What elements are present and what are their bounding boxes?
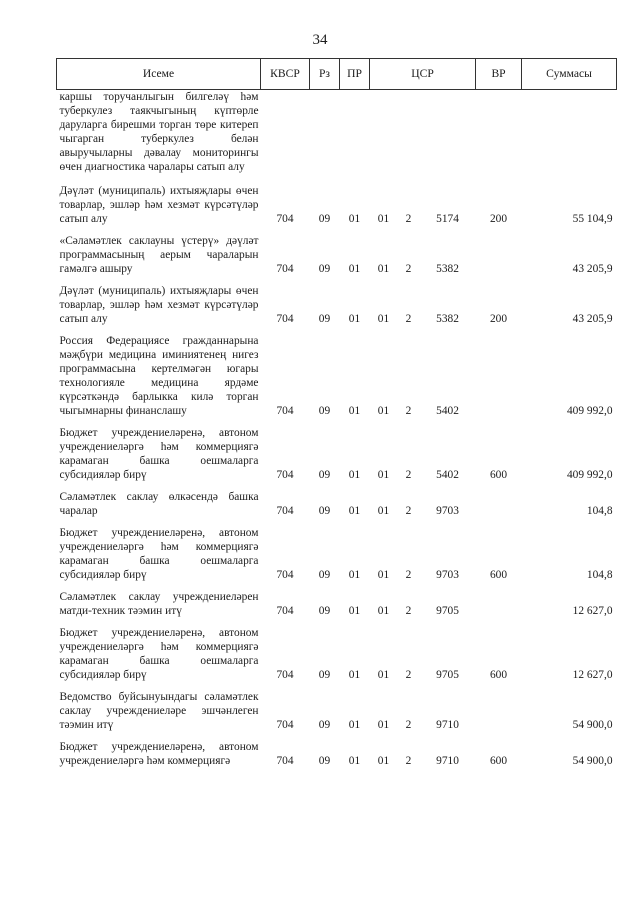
- row-sum: 55 104,9: [572, 213, 613, 225]
- row-sum: [522, 90, 617, 185]
- row-csr2: 2: [405, 505, 412, 517]
- row-csr2: 2: [405, 213, 412, 225]
- row-sum: 409 992,0: [566, 469, 613, 481]
- row-vr: 600: [489, 669, 508, 681]
- row-rz: 09: [318, 405, 331, 417]
- row-csr3: 5402: [436, 469, 459, 481]
- row-csr1: 01: [377, 505, 390, 517]
- row-pr: 01: [348, 505, 361, 517]
- row-vr: 200: [489, 213, 508, 225]
- row-csr3: 9703: [436, 505, 459, 517]
- row-csr1: 01: [377, 669, 390, 681]
- header-sum: Суммасы: [522, 59, 617, 90]
- row-name: Бюджет учреждениеләренә, автоном учреждениеләргә һәм коммерциягә карамаган башка оешмаларга субсидияләр бирү: [59, 527, 259, 581]
- row-name: Дәүләт (муниципаль) ихтыяҗлары өчен товарлар, эшләр һәм хезмәт күрсәтүләр сатып алу: [59, 285, 259, 325]
- row-pr: 01: [348, 669, 361, 681]
- row-csr2: 2: [405, 405, 412, 417]
- row-vr: [476, 690, 522, 740]
- row-csr1: [370, 90, 398, 185]
- row-vr: 600: [489, 469, 508, 481]
- row-csr2: 2: [405, 263, 412, 275]
- table-body: [57, 90, 617, 777]
- row-name: Бюджет учреждениеләренә, автоном учреждениеләргә һәм коммерциягә карамаган башка оешмаларга субсидияләр бирү: [59, 427, 259, 481]
- table-row: [57, 490, 617, 526]
- row-sum: 409 992,0: [566, 405, 613, 417]
- row-rz: 09: [318, 469, 331, 481]
- row-rz: 09: [318, 213, 331, 225]
- header-pr: ПР: [340, 59, 370, 90]
- row-csr2: 2: [405, 755, 412, 767]
- row-name: «Сәламәтлек саклауны үстерү» дәүләт программасының аерым чараларын гамәлгә ашыру: [59, 235, 259, 275]
- row-name-cell: [57, 626, 261, 690]
- row-csr1: 01: [377, 263, 390, 275]
- row-csr3: 9710: [436, 755, 459, 767]
- row-name: каршы торучанлыгын билгеләү һәм туберкулез таякчыгының күптөрле даруларга бирешми торган төре китереп чыгарган туберкулез белән авыручыларны дәвалау мониторингы өчен диагностика чаралары сатып алу: [59, 91, 259, 173]
- row-csr1: 01: [377, 605, 390, 617]
- row-csr3: 9710: [436, 719, 459, 731]
- row-csr2: 2: [405, 569, 412, 581]
- row-csr1: 01: [377, 755, 390, 767]
- row-rz: 09: [318, 505, 331, 517]
- table-row: [57, 626, 617, 690]
- row-name: Ведомство буйсынуындагы сәламәтлек саклау учреждениеләре эшчәнлеген тәэмин итү: [59, 691, 259, 731]
- row-sum: 104,8: [586, 505, 613, 517]
- row-csr2: 2: [405, 669, 412, 681]
- row-csr1: 01: [377, 213, 390, 225]
- row-sum: 54 900,0: [572, 719, 613, 731]
- row-name-cell: [57, 740, 261, 776]
- row-sum: 43 205,9: [572, 313, 613, 325]
- row-csr3: 5174: [436, 213, 459, 225]
- row-name-cell: [57, 90, 261, 185]
- row-rz: 09: [318, 263, 331, 275]
- header-rz: Рз: [310, 59, 340, 90]
- row-kvsr: 704: [276, 405, 294, 417]
- row-csr3: 5382: [436, 313, 459, 325]
- row-kvsr: 704: [276, 469, 294, 481]
- row-kvsr: 704: [276, 569, 294, 581]
- row-csr2: 2: [405, 313, 412, 325]
- row-name-cell: [57, 234, 261, 284]
- row-csr1: 01: [377, 313, 390, 325]
- row-csr2: 2: [405, 469, 412, 481]
- row-pr: 01: [348, 605, 361, 617]
- table-row: [57, 334, 617, 426]
- table-row: [57, 690, 617, 740]
- table-row: [57, 426, 617, 490]
- row-csr3: 9703: [436, 569, 459, 581]
- table-row: [57, 184, 617, 234]
- table-header: [57, 59, 617, 90]
- row-sum: 43 205,9: [572, 263, 613, 275]
- row-kvsr: 704: [276, 605, 294, 617]
- row-name-cell: [57, 526, 261, 590]
- table-row: [57, 284, 617, 334]
- row-rz: [310, 90, 340, 185]
- row-kvsr: 704: [276, 755, 294, 767]
- row-pr: 01: [348, 313, 361, 325]
- row-pr: 01: [348, 755, 361, 767]
- row-sum: 54 900,0: [572, 755, 613, 767]
- row-csr3: [420, 90, 476, 185]
- row-rz: 09: [318, 669, 331, 681]
- row-pr: 01: [348, 263, 361, 275]
- row-rz: 09: [318, 719, 331, 731]
- row-csr3: 5382: [436, 263, 459, 275]
- row-vr: [476, 590, 522, 626]
- table-row: [57, 90, 617, 185]
- row-kvsr: 704: [276, 213, 294, 225]
- row-kvsr: 704: [276, 505, 294, 517]
- row-vr: [476, 234, 522, 284]
- table-row: [57, 740, 617, 776]
- row-pr: 01: [348, 569, 361, 581]
- budget-table: [56, 58, 617, 776]
- row-name-cell: [57, 334, 261, 426]
- row-vr: 200: [489, 313, 508, 325]
- row-csr1: 01: [377, 469, 390, 481]
- row-name: Россия Федерациясе гражданнарына мәҗбүри медицина иминиятенең нигез программасына кертелмәгән югары технологияле медицина ярдәме күрсәткәндә барлыкка килә торган чыгымнарны финанслашу: [59, 335, 259, 417]
- row-kvsr: 704: [276, 719, 294, 731]
- row-csr3: 9705: [436, 669, 459, 681]
- row-rz: 09: [318, 313, 331, 325]
- row-csr1: 01: [377, 719, 390, 731]
- row-name-cell: [57, 284, 261, 334]
- row-pr: 01: [348, 405, 361, 417]
- row-name: Сәламәтлек саклау өлкәсендә башка чаралар: [59, 491, 259, 517]
- row-vr: [476, 90, 522, 185]
- row-name-cell: [57, 690, 261, 740]
- row-name: Бюджет учреждениеләренә, автоном учреждениеләргә һәм коммерциягә карамаган башка оешмаларга субсидияләр бирү: [59, 627, 259, 681]
- row-kvsr: [261, 90, 310, 185]
- row-name-cell: [57, 490, 261, 526]
- row-pr: 01: [348, 469, 361, 481]
- row-vr: [476, 490, 522, 526]
- row-sum: 12 627,0: [572, 669, 613, 681]
- table-row: [57, 590, 617, 626]
- row-kvsr: 704: [276, 313, 294, 325]
- header-vr: ВР: [476, 59, 522, 90]
- row-sum: 12 627,0: [572, 605, 613, 617]
- row-kvsr: 704: [276, 669, 294, 681]
- row-pr: 01: [348, 213, 361, 225]
- row-name: Сәламәтлек саклау учреждениеләрен матди-техник тәэмин итү: [59, 591, 259, 617]
- row-rz: 09: [318, 605, 331, 617]
- row-name-cell: [57, 426, 261, 490]
- row-name-cell: [57, 590, 261, 626]
- row-name: Дәүләт (муниципаль) ихтыяҗлары өчен товарлар, эшләр һәм хезмәт күрсәтүләр сатып алу: [59, 185, 259, 225]
- row-pr: 01: [348, 719, 361, 731]
- row-rz: 09: [318, 755, 331, 767]
- row-csr3: 9705: [436, 605, 459, 617]
- row-vr: 600: [489, 755, 508, 767]
- header-csr: ЦСР: [370, 59, 476, 90]
- page-number: 34: [312, 32, 328, 48]
- row-csr3: 5402: [436, 405, 459, 417]
- row-vr: 600: [489, 569, 508, 581]
- row-csr2: [398, 90, 420, 185]
- row-csr1: 01: [377, 405, 390, 417]
- table-row: [57, 526, 617, 590]
- row-name: Бюджет учреждениеләренә, автоном учреждениеләргә һәм коммерциягә: [59, 741, 259, 767]
- table-row: [57, 234, 617, 284]
- row-csr1: 01: [377, 569, 390, 581]
- row-kvsr: 704: [276, 263, 294, 275]
- header-kvsr: КВСР: [261, 59, 310, 90]
- row-name-cell: [57, 184, 261, 234]
- row-csr2: 2: [405, 719, 412, 731]
- row-rz: 09: [318, 569, 331, 581]
- header-name: Исеме: [57, 59, 261, 90]
- row-sum: 104,8: [586, 569, 613, 581]
- row-pr: [340, 90, 370, 185]
- row-csr2: 2: [405, 605, 412, 617]
- row-vr: [476, 334, 522, 426]
